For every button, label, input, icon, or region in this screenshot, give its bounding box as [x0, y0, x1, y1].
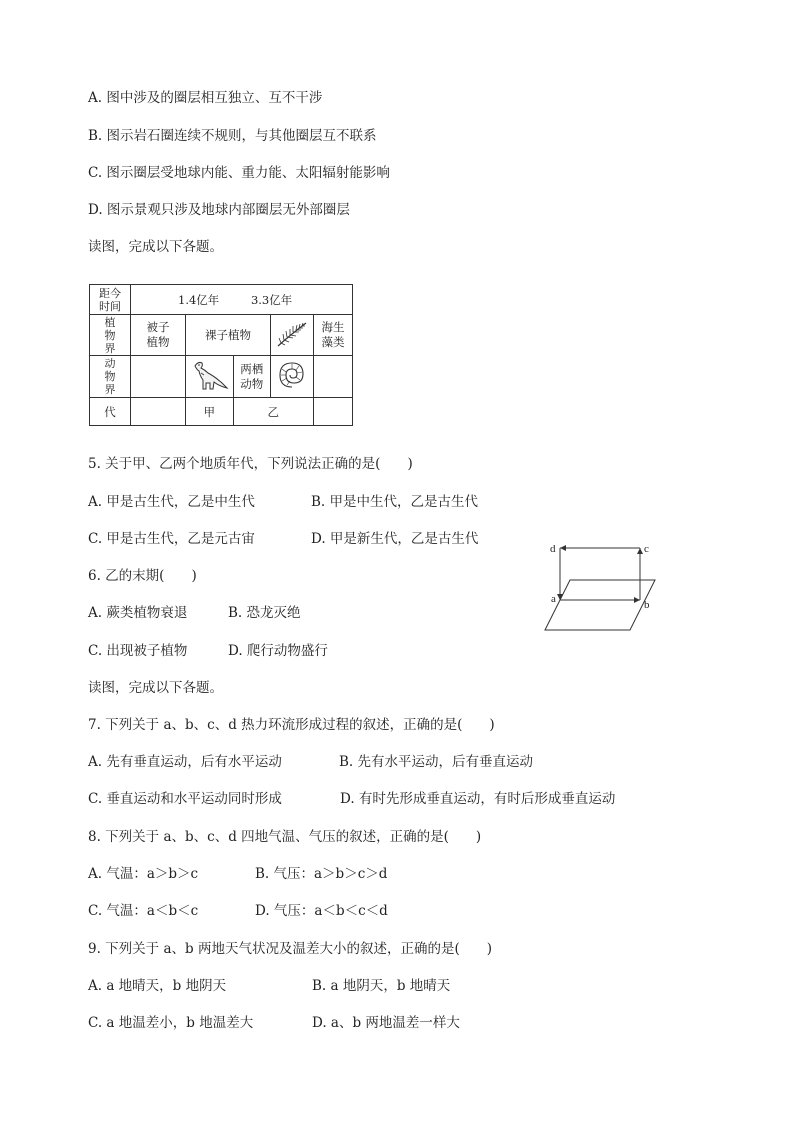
q4-option-a: A. 图中涉及的圈层相互独立、互不干涉: [88, 90, 323, 106]
q4-option-b: B. 图示岩石圈连续不规则，与其他圈层互不联系: [88, 128, 377, 144]
q9-stem: 9. 下列关于 a、b 两地天气状况及温差大小的叙述，正确的是( ): [88, 941, 492, 957]
animal-cell-empty-2: [314, 356, 353, 398]
q9-option-a: A. a 地晴天，b 地阴天: [88, 978, 227, 994]
q5-stem: 5. 关于甲、乙两个地质年代，下列说法正确的是( ): [88, 456, 413, 472]
animal-cell-1: [233, 356, 270, 398]
plant-angiosperm: 被子植物: [146, 320, 170, 349]
q8-option-d: D. 气压：a＜b＜c＜d: [255, 903, 388, 919]
ground-plane: [545, 580, 655, 630]
plant-cell-fern: [271, 315, 314, 356]
q5-option-d: D. 甲是新生代，乙是古生代: [311, 531, 479, 547]
plant-cell-2: [186, 315, 271, 356]
era-jia: 甲: [203, 404, 216, 419]
plant-header: 植物界: [104, 315, 116, 355]
q7-option-d: D. 有时先形成垂直运动，有时后形成垂直运动: [340, 791, 616, 807]
animal-header: 动物界: [104, 357, 116, 396]
q9-option-d: D. a、b 两地温差一样大: [312, 1015, 460, 1031]
time-label-2: 3.3亿年: [250, 292, 293, 307]
animal-amphibian: 两栖动物: [240, 361, 264, 391]
label-c: c: [644, 543, 649, 555]
geologic-time-table: [89, 284, 353, 426]
fern-icon: [275, 319, 309, 349]
q9-option-c: C. a 地温差小，b 地温差大: [88, 1015, 254, 1031]
q6-option-d: D. 爬行动物盛行: [228, 643, 328, 659]
era-cell-jia: [186, 398, 234, 426]
era-header: 代: [104, 404, 116, 419]
q8-option-b: B. 气压：a＞b＞c＞d: [255, 866, 388, 882]
time-label-1: 1.4亿年: [178, 292, 220, 307]
era-cell-yi: [233, 398, 313, 426]
animal-header-cell: [90, 356, 131, 398]
plant-cell-1: [131, 315, 186, 356]
q7-option-b: B. 先有水平运动，后有垂直运动: [339, 754, 534, 770]
q6-stem: 6. 乙的末期( ): [88, 568, 197, 584]
dinosaur-icon: [189, 358, 229, 392]
q5-option-a: A. 甲是古生代，乙是中生代: [88, 494, 255, 510]
ammonite-icon: [276, 359, 308, 391]
q7-option-c: C. 垂直运动和水平运动同时形成: [88, 791, 282, 807]
animal-cell-ammonite: [271, 356, 314, 398]
arrowhead-d: [560, 545, 566, 551]
q6-option-a: A. 蕨类植物衰退: [88, 605, 188, 621]
arrowhead-a: [557, 594, 563, 600]
arrowhead-c: [637, 548, 643, 554]
q9-option-b: B. a 地阴天，b 地晴天: [312, 978, 451, 994]
label-a: a: [551, 593, 556, 605]
plant-algae: 海生藻类: [321, 320, 345, 349]
q8-option-c: C. 气温：a＜b＜c: [88, 903, 199, 919]
arrowhead-b: [634, 597, 640, 603]
label-b: b: [644, 599, 650, 611]
q8-stem: 8. 下列关于 a、b、c、d 四地气温、气压的叙述，正确的是( ): [88, 829, 482, 845]
plant-cell-3: [314, 315, 353, 356]
thermal-circulation-figure: [540, 538, 665, 633]
q6-option-c: C. 出现被子植物: [88, 643, 188, 659]
q5-option-b: B. 甲是中生代，乙是古生代: [311, 494, 479, 510]
time-header-cell: [90, 285, 131, 315]
era-cell-empty: [131, 398, 186, 426]
plant-header-cell: [90, 315, 131, 356]
q8-option-a: A. 气温：a＞b＞c: [88, 866, 199, 882]
era-cell-empty-2: [314, 398, 353, 426]
q4-option-d: D. 图示景观只涉及地球内部圈层无外部圈层: [88, 202, 350, 218]
plant-gymnosperm: 裸子植物: [205, 328, 251, 342]
q4-option-c: C. 图示圈层受地球内能、重力能、太阳辐射能影响: [88, 165, 390, 181]
era-header-cell: [90, 398, 131, 426]
q7-option-a: A. 先有垂直运动，后有水平运动: [88, 754, 282, 770]
time-scale-cell: [131, 285, 353, 315]
instruction-read-figure-2: 读图，完成以下各题。: [88, 680, 223, 696]
instruction-read-figure-1: 读图，完成以下各题。: [88, 239, 223, 255]
q7-stem: 7. 下列关于 a、b、c、d 热力环流形成过程的叙述，正确的是( ): [88, 717, 495, 733]
q6-option-b: B. 恐龙灭绝: [228, 605, 301, 621]
era-yi: 乙: [267, 404, 280, 419]
animal-cell-empty: [131, 356, 186, 398]
animal-cell-dinosaur: [186, 356, 234, 398]
time-header: 距今时间: [99, 286, 121, 313]
label-d: d: [550, 543, 556, 555]
q5-option-c: C. 甲是古生代，乙是元古宙: [88, 531, 255, 547]
